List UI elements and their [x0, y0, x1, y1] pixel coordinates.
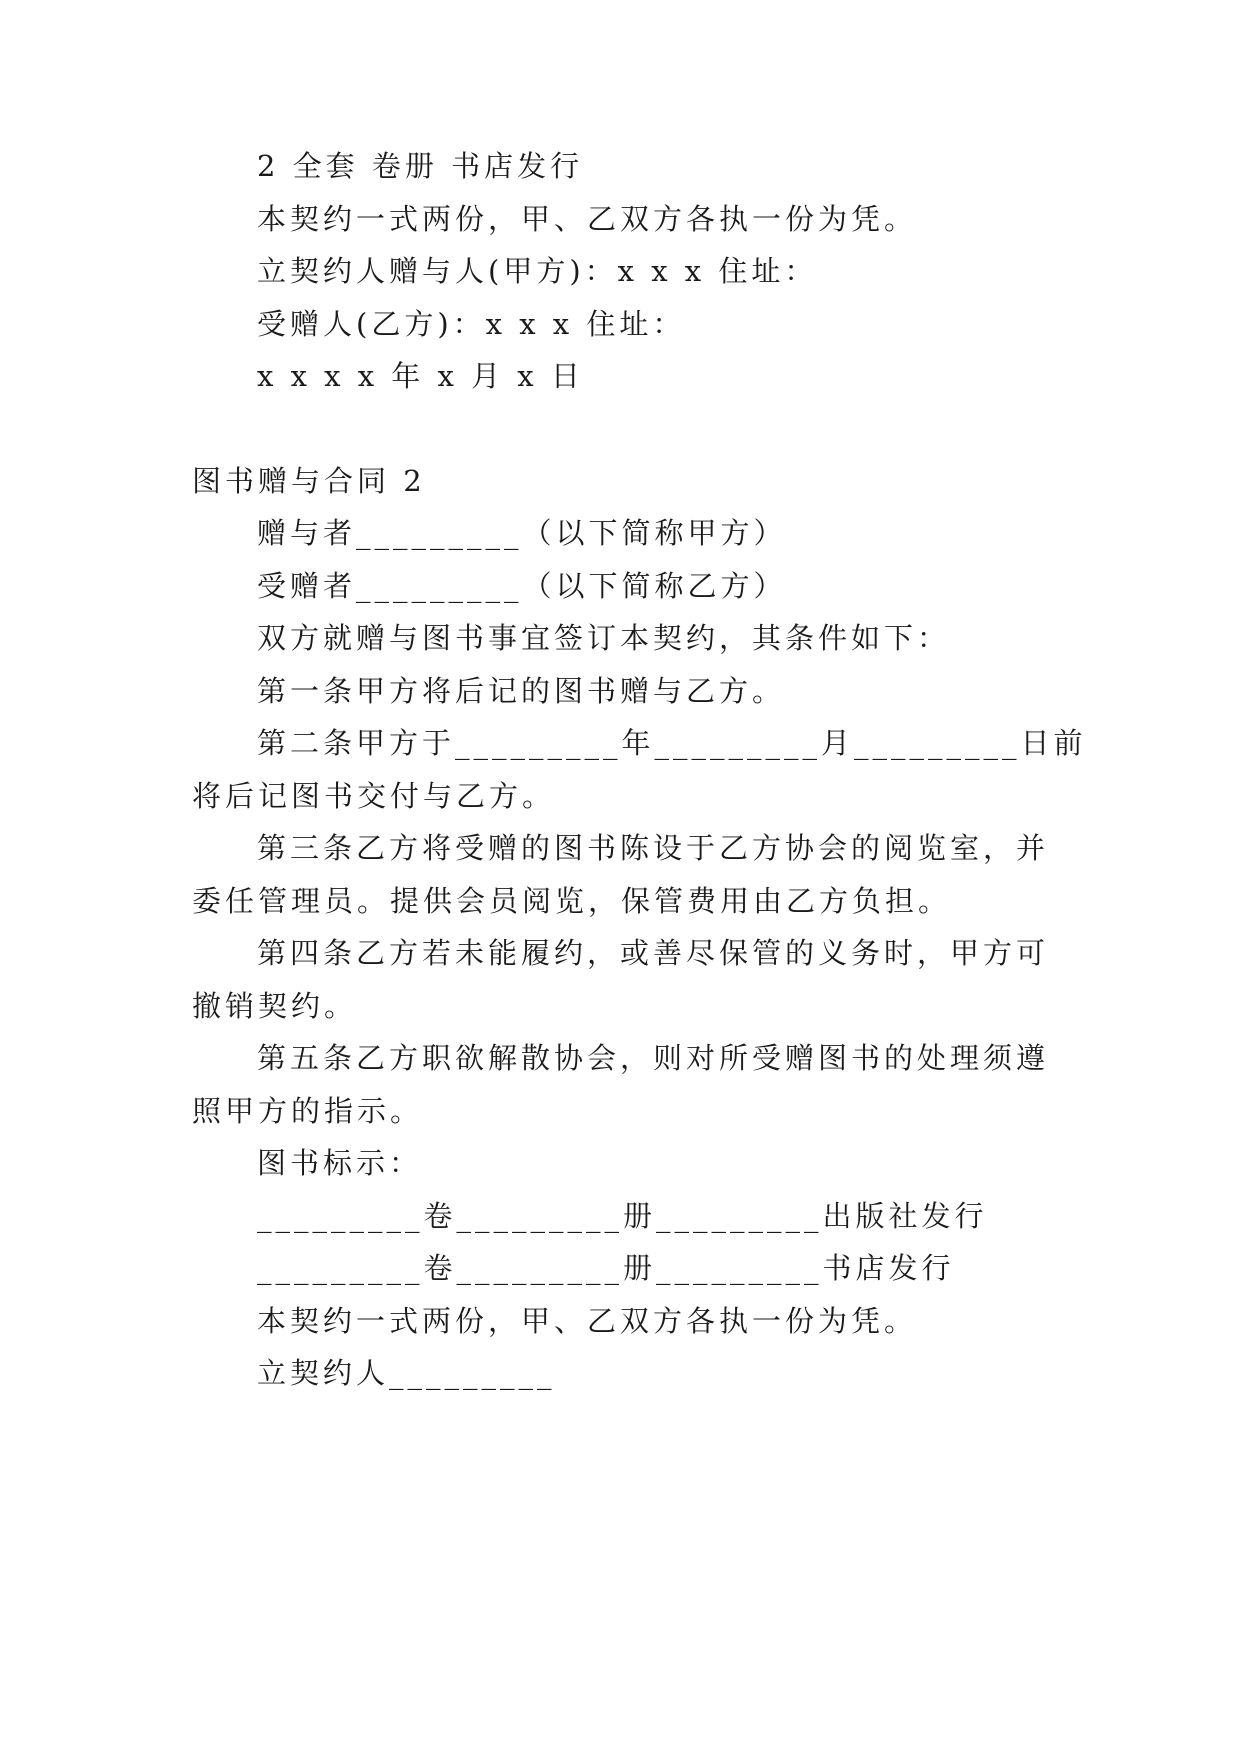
signer-line: 立契约人_________ — [257, 1356, 556, 1390]
donee-line: 受赠者_________（以下简称乙方） — [257, 569, 787, 603]
text-line: 2 全套 卷册 书店发行 — [257, 149, 584, 183]
article-2-line-1: 第二条甲方于_________年_________月_________日前 — [257, 726, 1087, 760]
copies-line: 本契约一式两份，甲、乙双方各执一份为凭。 — [257, 1304, 918, 1338]
text-line: 受赠人(乙方)：x x x 住址： — [257, 307, 686, 341]
article-4-line-1: 第四条乙方若未能履约，或善尽保管的义务时，甲方可 — [257, 936, 1050, 970]
article-3-line-2: 委任管理员。提供会员阅览，保管费用由乙方负担。 — [192, 884, 952, 918]
text-line: 立契约人赠与人(甲方)：x x x 住址： — [257, 254, 818, 288]
article-4-line-2: 撤销契约。 — [192, 989, 358, 1023]
books-row: _________卷_________册_________书店发行 — [257, 1251, 955, 1285]
article-5-line-1: 第五条乙方职欲解散协会，则对所受赠图书的处理须遵 — [257, 1041, 1050, 1075]
donor-line: 赠与者_________（以下简称甲方） — [257, 516, 787, 550]
section-title: 图书赠与合同 2 — [192, 464, 426, 498]
article-2-line-2: 将后记图书交付与乙方。 — [192, 779, 556, 813]
article-5-line-2: 照甲方的指示。 — [192, 1094, 424, 1128]
books-label: 图书标示： — [257, 1146, 423, 1180]
books-row: _________卷_________册_________出版社发行 — [257, 1199, 988, 1233]
article-3-line-1: 第三条乙方将受赠的图书陈设于乙方协会的阅览室，并 — [257, 831, 1050, 865]
text-line: 本契约一式两份，甲、乙双方各执一份为凭。 — [257, 202, 918, 236]
text-line: x x x x 年 x 月 x 日 — [257, 359, 584, 393]
intro-line: 双方就赠与图书事宜签订本契约，其条件如下： — [257, 621, 951, 655]
article-1: 第一条甲方将后记的图书赠与乙方。 — [257, 674, 786, 708]
